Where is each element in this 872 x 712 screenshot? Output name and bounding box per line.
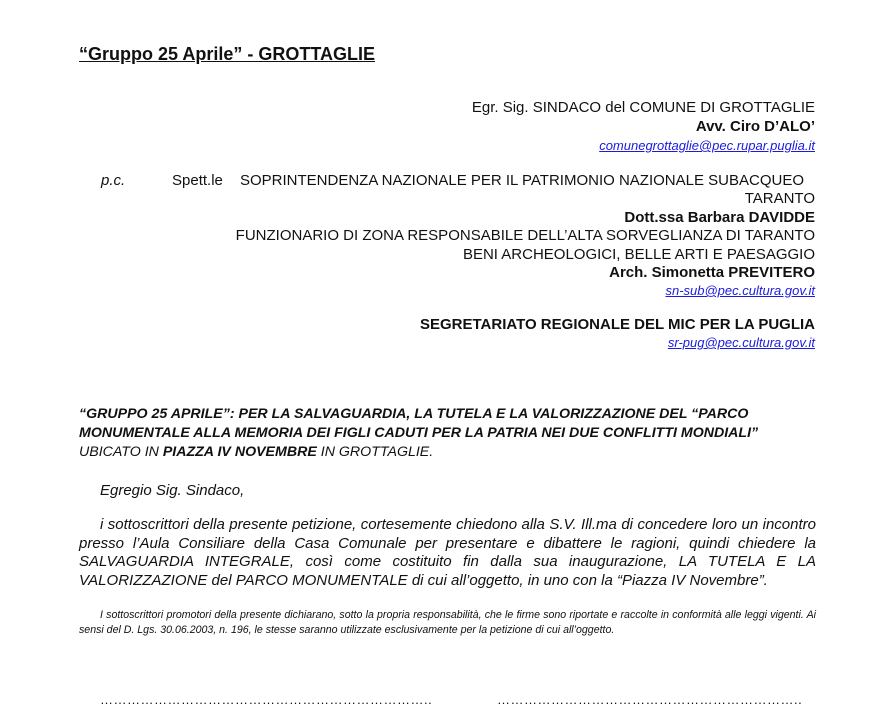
subject-block	[79, 405, 816, 462]
sn-sub-email-link[interactable]: sn-sub@pec.cultura.gov.it	[665, 283, 815, 298]
official-role-line2: BENI ARCHEOLOGICI, BELLE ARTI E PAESAGGIO	[462, 246, 815, 263]
signature-line-right: …………………………………………………………..	[497, 692, 803, 707]
soprintendenza-line2: TARANTO	[744, 190, 815, 207]
official2-name: Arch. Simonetta PREVITERO	[609, 264, 815, 281]
subject-bold: “GRUPPO 25 APRILE”: PER LA SALVAGUARDIA, LA TUTELA E LA VALORIZZAZIONE DEL “PARCO MONUMENTALE ALLA MEMORIA DEI FIGLI CADUTI PER LA PATRIA NEI DUE CONFLITTI MONDIALI”	[79, 406, 759, 441]
note-text: I sottoscrittori promotori della presente dichiarano, sotto la propria responsabilità, che le firme sono riportate e raccolte in conformità alle leggi vigenti. Ai sensi del D. Lgs. 30.06.2003, n. 196, le stesse saranno utilizzate esclusivamente per la petizione di cui all’oggetto.	[79, 609, 816, 636]
sr-pug-email-link[interactable]: sr-pug@pec.cultura.gov.it	[667, 335, 815, 350]
body-text: i sottoscrittori della presente petizione, cortesemente chiedono alla S.V. Ill.ma di concedere loro un incontro presso l’Aula Consiliare della Casa Comunale per presentare e dibattere le ragioni, quindi chiedere la SALVAGUARDIA INTEGRALE, così come costituito fin dalla sua inaugurazione, LA TUTELA E LA VALORIZZAZIONE del PARCO MONUMENTALE di cui all’oggetto, in uno con la “Piazza IV Novembre”.	[79, 516, 816, 589]
cc-spett: Spett.le	[172, 172, 223, 189]
segretariato-line: SEGRETARIATO REGIONALE DEL MIC PER LA PUGLIA	[419, 316, 815, 333]
official-role-line1: FUNZIONARIO DI ZONA RESPONSABILE DELL’ALTA SORVEGLIANZA DI TARANTO	[235, 227, 815, 244]
subject-normal-1: UBICATO IN	[79, 444, 163, 460]
note-paragraph	[79, 608, 816, 638]
salutation: Egregio Sig. Sindaco,	[100, 482, 245, 499]
recipient-line: Egr. Sig. SINDACO del COMUNE DI GROTTAGLIE	[471, 99, 815, 116]
signature-line-left: ………………………………………………………………..	[100, 692, 433, 707]
document-title: “Gruppo 25 Aprile” - GROTTAGLIE	[79, 44, 376, 64]
subject-bold-2: PIAZZA IV NOVEMBRE	[162, 444, 317, 460]
recipient-name: Avv. Ciro D’ALO’	[695, 118, 815, 135]
recipient-email-link[interactable]: comunegrottaglie@pec.rupar.puglia.it	[599, 138, 815, 153]
cc-prefix: p.c.	[101, 172, 126, 189]
soprintendenza-line1: SOPRINTENDENZA NAZIONALE PER IL PATRIMONIO NAZIONALE SUBACQUEO	[240, 172, 804, 189]
subject-normal-2: IN GROTTAGLIE.	[316, 444, 434, 460]
official1-name: Dott.ssa Barbara DAVIDDE	[624, 209, 815, 226]
body-paragraph	[79, 516, 816, 590]
